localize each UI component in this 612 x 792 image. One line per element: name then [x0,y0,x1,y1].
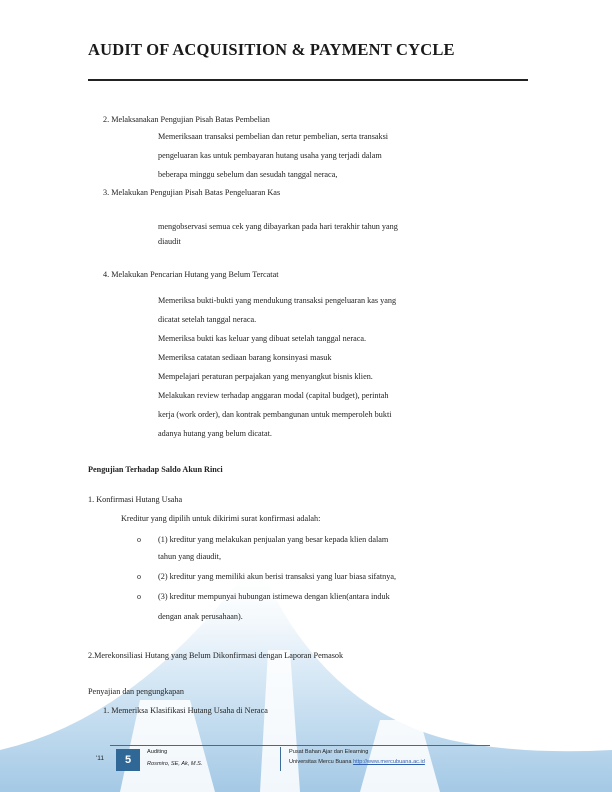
footer-center-title: Pusat Bahan Ajar dan Elearning [289,749,369,755]
footer-url-link[interactable]: http://www.mercubuana.ac.id [353,759,425,765]
bullet-marker: o [137,572,141,581]
bullet-line: tahun yang diaudit, [158,552,221,561]
footer-university: Universitas Mercu Buana [289,759,352,765]
bullet-marker: o [137,535,141,544]
section-4-heading: 4. Melakukan Pencarian Hutang yang Belum Tercatat [103,270,279,279]
section-2-line: pengeluaran kas untuk pembayaran hutang usaha yang terjadi dalam [158,151,382,160]
section-2-heading: 2. Melaksanakan Pengujian Pisah Batas Pembelian [103,115,270,124]
presentation-heading: Penyajian dan pengungkapan [88,687,184,696]
footer-year: '11 [96,755,104,762]
section-4-line: Memeriksa catatan sediaan barang konsinyasi masuk [158,353,332,362]
section-4-line: Mempelajari peraturan perpajakan yang menyangkut bisnis klien. [158,372,373,381]
confirmation-intro: Kreditur yang dipilih untuk dikirimi surat konfirmasi adalah: [121,514,321,523]
page-title: AUDIT OF ACQUISITION & PAYMENT CYCLE [88,40,455,59]
bullet-line: (1) kreditur yang melakukan penjualan yang besar kepada klien dalam [158,535,389,544]
presentation-item: 1. Memeriksa Klasifikasi Hutang Usaha di Neraca [103,706,268,715]
bullet-line: (2) kreditur yang memiliki akun berisi transaksi yang luar biasa sifatnya, [158,572,397,581]
page-number: 5 [116,749,140,771]
section-2-line: beberapa minggu sebelum dan sesudah tanggal neraca, [158,170,338,179]
footer-university-line [289,759,425,765]
footer-separator [280,747,281,771]
section-4-line: kerja (work order), dan kontrak pembangunan untuk memperoleh bukti [158,410,392,419]
subsection-heading: Pengujian Terhadap Saldo Akun Rinci [88,465,223,474]
footer-divider [110,745,490,746]
section-4-line: adanya hutang yang belum dicatat. [158,429,272,438]
title-divider [88,79,528,81]
section-4-line: dicatat setelah tanggal neraca. [158,315,257,324]
reconciliation-heading: 2.Merekonsiliasi Hutang yang Belum Dikonfirmasi dengan Laporan Pemasok [88,651,344,660]
section-2-line: Memeriksaan transaksi pembelian dan retur pembelian, serta transaksi [158,132,389,141]
section-4-line: Memeriksa bukti-bukti yang mendukung transaksi pengeluaran kas yang [158,296,397,305]
bullet-marker: o [137,592,141,601]
bullet-line: (3) kreditur mempunyai hubungan istimewa dengan klien(antara induk [158,592,390,601]
footer-course: Auditing [147,749,168,755]
footer-author: Rosmiro, SE, Ak, M.S. [147,761,203,767]
confirmation-heading: 1. Konfirmasi Hutang Usaha [88,495,183,504]
section-4-line: Memeriksa bukti kas keluar yang dibuat setelah tanggal neraca. [158,334,367,343]
section-3-line: diaudit [158,237,181,246]
section-3-line: mengobservasi semua cek yang dibayarkan pada hari terakhir tahun yang [158,222,398,231]
section-4-line: Melakukan review terhadap anggaran modal (capital budget), perintah [158,391,389,400]
bullet-line: dengan anak perusahaan). [158,612,243,621]
section-3-heading: 3. Melakukan Pengujian Pisah Batas Pengeluaran Kas [103,188,281,197]
